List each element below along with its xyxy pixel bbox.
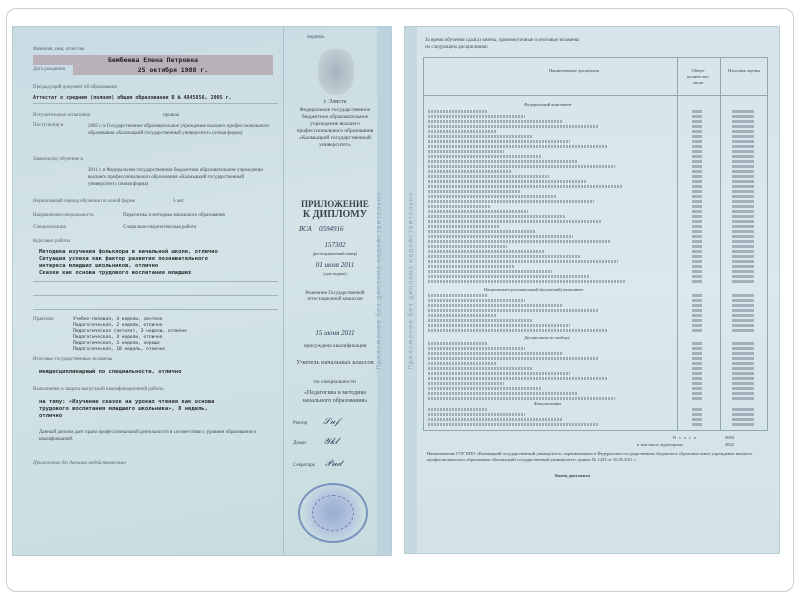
- table-row-hours: [692, 275, 702, 278]
- table-row-grade: [732, 205, 754, 208]
- table-row-text: [428, 347, 525, 350]
- grades-table: [423, 57, 768, 431]
- table-row-text: [428, 145, 607, 148]
- table-row-hours: [692, 299, 702, 302]
- section-choice: Дисциплины по выбору: [524, 335, 570, 340]
- rule-line: [33, 295, 278, 296]
- table-row-grade: [732, 125, 754, 128]
- table-row-text: [428, 195, 557, 198]
- table-row-hours: [692, 357, 702, 360]
- table-row-grade: [732, 230, 754, 233]
- table-row-text: [428, 245, 507, 248]
- table-row-grade: [732, 135, 754, 138]
- table-row-hours: [692, 165, 702, 168]
- table-row-hours: [692, 265, 702, 268]
- table-row-hours: [692, 314, 702, 317]
- table-row-hours: [692, 413, 702, 416]
- value-enrolled: 2005 г. в Государственное образовательное учреждение высшего профессионального образования «Калмыцкий государственный университет» (очная форма): [88, 124, 269, 136]
- table-row-text: [428, 324, 570, 327]
- table-row-hours: [692, 347, 702, 350]
- table-row-grade: [732, 145, 754, 148]
- label-state-exam: Итоговые государственные экзамены: [33, 357, 113, 362]
- table-row-hours: [692, 145, 702, 148]
- table-row-grade: [732, 342, 754, 345]
- end-of-document: Конец документа: [555, 473, 591, 478]
- classroom-hours: 4843: [725, 442, 734, 447]
- issue-date-label: (дата выдачи): [323, 271, 347, 276]
- table-row-grade: [732, 304, 754, 307]
- table-row-text: [428, 125, 599, 128]
- table-row-grade: [732, 423, 754, 426]
- state-emblem: [318, 49, 354, 95]
- table-row-grade: [732, 225, 754, 228]
- table-row-grade: [732, 175, 754, 178]
- secretary-signature: 𝒫𝓃𝒹: [325, 459, 342, 469]
- column-line: [720, 58, 721, 430]
- table-row-hours: [692, 200, 702, 203]
- table-row-text: [428, 185, 623, 188]
- table-row-hours: [692, 220, 702, 223]
- table-row-text: [428, 110, 488, 113]
- table-row-text: [428, 135, 533, 138]
- table-row-text: [428, 280, 626, 283]
- city-name: г. Элиста: [323, 99, 347, 105]
- table-row-text: [428, 180, 586, 183]
- table-row-hours: [692, 408, 702, 411]
- value-entrance-exams: прошла: [163, 113, 180, 118]
- table-row-grade: [732, 250, 754, 253]
- table-row-text: [428, 372, 570, 375]
- table-row-hours: [692, 130, 702, 133]
- table-row-hours: [692, 185, 702, 188]
- table-row-text: [428, 309, 599, 312]
- table-row-grade: [732, 260, 754, 263]
- header-total-hours: Общее количество часов: [687, 68, 709, 85]
- qualification-value: Учитель начальных классов: [296, 359, 374, 366]
- table-row-text: [428, 235, 573, 238]
- table-row-text: [428, 382, 504, 385]
- table-row-grade: [732, 195, 754, 198]
- table-row-grade: [732, 314, 754, 317]
- table-row-grade: [732, 130, 754, 133]
- table-row-grade: [732, 299, 754, 302]
- table-row-hours: [692, 160, 702, 163]
- table-row-text: [428, 367, 533, 370]
- diploma-supplement-right-page: [404, 26, 780, 554]
- table-row-text: [428, 357, 599, 360]
- table-row-text: [428, 397, 615, 400]
- section-regional: Национально-региональный (вузовский) компонент: [484, 287, 584, 292]
- value-duration: 5 лет: [173, 199, 184, 204]
- table-row-grade: [732, 140, 754, 143]
- diploma-number: 0594916: [319, 225, 344, 233]
- table-row-hours: [692, 397, 702, 400]
- table-row-grade: [732, 120, 754, 123]
- table-row-text: [428, 392, 578, 395]
- spine-watermark-text: Приложение без диплома недействительно: [375, 191, 383, 370]
- table-row-hours: [692, 240, 702, 243]
- table-row-grade: [732, 110, 754, 113]
- table-row-hours: [692, 120, 702, 123]
- table-row-grade: [732, 115, 754, 118]
- table-row-grade: [732, 329, 754, 332]
- label-entrance-exams: Вступительные испытания: [33, 113, 91, 118]
- table-row-grade: [732, 165, 754, 168]
- table-row-grade: [732, 170, 754, 173]
- table-row-hours: [692, 180, 702, 183]
- table-row-text: [428, 160, 578, 163]
- table-row-grade: [732, 309, 754, 312]
- label-birth-date: Дата рождения: [33, 67, 65, 72]
- table-row-hours: [692, 329, 702, 332]
- rule-line: [33, 309, 278, 310]
- label-duration: Нормативный период обучения по очной форме: [33, 199, 136, 204]
- table-row-hours: [692, 382, 702, 385]
- table-row-text: [428, 240, 610, 243]
- table-row-grade: [732, 372, 754, 375]
- commission-decision: Решением Государственной аттестационной комиссии: [305, 291, 365, 302]
- table-row-text: [428, 250, 544, 253]
- renaming-footnote: Наименование ГОУ ВПО «Калмыцкий государственный университет» переименовано в Федеральное государственное бюджетное образовательное учреждение высшего профессионального образования «Калмыцкий государственный университет» приказ № 1423 от 16.05.2011 г.: [427, 451, 753, 462]
- table-row-hours: [692, 235, 702, 238]
- table-row-hours: [692, 309, 702, 312]
- table-row-text: [428, 150, 504, 153]
- table-row-hours: [692, 230, 702, 233]
- diploma-supplement-left-page: [12, 26, 392, 556]
- table-row-grade: [732, 382, 754, 385]
- dean-label: Декан: [293, 441, 306, 446]
- table-row-text: [428, 190, 520, 193]
- table-row-grade: [732, 397, 754, 400]
- table-row-hours: [692, 110, 702, 113]
- table-row-text: [428, 329, 607, 332]
- label-direction: Направление/специальность: [33, 213, 94, 218]
- specialty-value: «Педагогика и методика начального образования»: [302, 390, 368, 404]
- table-row-hours: [692, 175, 702, 178]
- table-row-text: [428, 220, 602, 223]
- table-row-text: [428, 225, 499, 228]
- grades-table-header: [424, 58, 767, 96]
- classroom-label: в том числе аудиторных: [637, 442, 683, 447]
- table-row-hours: [692, 280, 702, 283]
- table-row-hours: [692, 352, 702, 355]
- table-row-grade: [732, 275, 754, 278]
- table-row-hours: [692, 190, 702, 193]
- table-row-hours: [692, 372, 702, 375]
- table-row-grade: [732, 210, 754, 213]
- table-row-hours: [692, 195, 702, 198]
- table-row-grade: [732, 418, 754, 421]
- table-row-hours: [692, 140, 702, 143]
- decision-date: 15 июня 2011: [315, 329, 355, 337]
- table-row-grade: [732, 352, 754, 355]
- rule-line: [33, 103, 278, 104]
- value-state-exam: междисциплинарный по специальности, отлично: [39, 369, 182, 375]
- table-row-text: [428, 260, 618, 263]
- label-practice: Практики: [33, 317, 54, 322]
- grades-header-text: За время обучения сдал(а) зачеты, промежуточные и итоговые экзамены по следующим дисциплинам:: [425, 38, 580, 50]
- value-full-name: Бембеева Елена Петровна: [33, 55, 273, 65]
- table-row-grade: [732, 190, 754, 193]
- table-row-text: [428, 319, 533, 322]
- column-line: [677, 58, 678, 430]
- table-row-text: [428, 299, 525, 302]
- value-specialization: Социально-педагогическая работа: [123, 225, 197, 230]
- table-row-text: [428, 413, 525, 416]
- specialty-label: по специальности: [313, 379, 357, 385]
- table-row-grade: [732, 387, 754, 390]
- table-row-hours: [692, 392, 702, 395]
- table-row-text: [428, 342, 488, 345]
- issue-date: 01 июля 2011: [315, 261, 355, 269]
- table-row-grade: [732, 362, 754, 365]
- document-title-line1: ПРИЛОЖЕНИЕ: [301, 199, 369, 209]
- value-practice: Учебно-полевая, 4 недели, зачтено Педагогическая, 2 недели, отлично Педагогическая (летняя), 3 недели, отлично Педагогическая, 4 недели, отлично Педагогическая, 3 недели, хорошо Педагогическая, 10 недель, отлично: [73, 317, 187, 352]
- table-row-hours: [692, 155, 702, 158]
- table-row-grade: [732, 319, 754, 322]
- table-row-text: [428, 210, 528, 213]
- table-row-grade: [732, 215, 754, 218]
- table-row-text: [428, 155, 541, 158]
- table-row-text: [428, 294, 488, 297]
- table-row-hours: [692, 210, 702, 213]
- table-row-grade: [732, 270, 754, 273]
- table-row-grade: [732, 392, 754, 395]
- section-optional: Факультативы: [534, 401, 562, 406]
- header-final-grade: Итоговая оценка: [728, 68, 760, 73]
- table-row-grade: [732, 265, 754, 268]
- table-row-grade: [732, 180, 754, 183]
- table-row-grade: [732, 185, 754, 188]
- header-signature-label: подпись: [307, 35, 325, 40]
- table-row-text: [428, 270, 552, 273]
- rector-label: Ректор: [293, 421, 308, 426]
- table-row-grade: [732, 235, 754, 238]
- table-row-hours: [692, 270, 702, 273]
- table-row-text: [428, 255, 581, 258]
- table-row-hours: [692, 135, 702, 138]
- table-row-hours: [692, 377, 702, 380]
- total-label: Всего: [673, 435, 700, 440]
- value-thesis: на тему: «Изучение сказок на уроках чтения как основа трудового воспитания младшего школьника», 8 недель, отлично: [39, 399, 215, 419]
- table-row-hours: [692, 319, 702, 322]
- label-thesis: Выполнение и защита выпускной квалификационной работы: [33, 387, 164, 392]
- table-row-hours: [692, 294, 702, 297]
- value-previous-document: Аттестат о среднем (полном) общем образовании В № 4845856, 2005 г.: [33, 95, 232, 101]
- table-row-text: [428, 230, 536, 233]
- table-row-grade: [732, 324, 754, 327]
- header-discipline-name: Наименование дисциплин: [548, 68, 600, 73]
- attachment-note: Приложение без диплома недействительно: [33, 461, 126, 466]
- table-row-text: [428, 362, 496, 365]
- table-row-grade: [732, 255, 754, 258]
- secretary-label: Секретарь: [293, 463, 316, 468]
- value-coursework: Методика изучения фольклора в начальной школе, отлично Ситуация успеха как фактор развития познавательного интереса младших школьников, отлично Сказки как основа трудового воспитания младших: [39, 249, 218, 276]
- document-title-line2: К ДИПЛОМУ: [302, 209, 368, 220]
- rule-line: [33, 281, 278, 282]
- table-row-hours: [692, 387, 702, 390]
- diploma-series: ВСА: [299, 225, 312, 233]
- table-row-text: [428, 408, 488, 411]
- table-row-hours: [692, 304, 702, 307]
- value-finished: 2011 г. в Федеральном государственном бюджетном образовательном учреждении высшего профессионального образования «Калмыцкий государственный университет» (очная форма): [88, 168, 263, 187]
- table-row-hours: [692, 170, 702, 173]
- table-row-text: [428, 275, 589, 278]
- table-row-hours: [692, 115, 702, 118]
- table-row-hours: [692, 367, 702, 370]
- table-row-text: [428, 115, 525, 118]
- table-row-text: [428, 120, 562, 123]
- table-row-text: [428, 265, 515, 268]
- rights-statement: Данный диплом дает право профессиональной деятельности в соответствии с уровнем образования и квалификацией.: [39, 430, 256, 442]
- label-previous-document: Предыдущий документ об образовании: [33, 85, 118, 90]
- registration-number-label: (регистрационный номер): [312, 251, 358, 256]
- registration-number: 157302: [324, 241, 346, 249]
- table-row-grade: [732, 377, 754, 380]
- table-row-grade: [732, 155, 754, 158]
- table-row-text: [428, 418, 562, 421]
- value-birth-date: 25 октября 1988 г.: [73, 65, 273, 75]
- spine-watermark-text: Приложение без диплома недействительно: [407, 191, 415, 370]
- table-row-grade: [732, 245, 754, 248]
- table-row-hours: [692, 205, 702, 208]
- table-row-hours: [692, 342, 702, 345]
- table-row-hours: [692, 423, 702, 426]
- official-seal-stamp: [298, 483, 368, 543]
- table-row-grade: [732, 200, 754, 203]
- table-row-grade: [732, 367, 754, 370]
- table-row-text: [428, 170, 512, 173]
- table-row-hours: [692, 418, 702, 421]
- table-row-hours: [692, 324, 702, 327]
- table-row-text: [428, 205, 491, 208]
- table-row-grade: [732, 160, 754, 163]
- table-row-hours: [692, 125, 702, 128]
- table-row-text: [428, 200, 594, 203]
- table-row-grade: [732, 280, 754, 283]
- table-row-text: [428, 215, 565, 218]
- table-row-hours: [692, 250, 702, 253]
- table-row-text: [428, 130, 496, 133]
- table-row-text: [428, 165, 615, 168]
- dean-signature: 𝒴𝓀𝓁: [323, 437, 338, 447]
- table-row-text: [428, 352, 562, 355]
- label-enrolled: Поступил(а) в: [33, 123, 64, 128]
- table-row-grade: [732, 220, 754, 223]
- label-finished: Закончил(а) обучение в: [33, 157, 83, 162]
- table-row-text: [428, 140, 570, 143]
- table-row-grade: [732, 413, 754, 416]
- issuing-organization: Федеральное государственное бюджетное образовательное учреждение высшего профессионального образования «Калмыцкий государственный университет»: [296, 107, 374, 148]
- table-row-grade: [732, 347, 754, 350]
- table-row-grade: [732, 294, 754, 297]
- table-row-text: [428, 377, 607, 380]
- label-coursework: Курсовые работы: [33, 239, 71, 244]
- total-hours: 9084: [725, 435, 734, 440]
- table-row-hours: [692, 150, 702, 153]
- table-row-hours: [692, 215, 702, 218]
- table-row-grade: [732, 357, 754, 360]
- table-row-hours: [692, 362, 702, 365]
- table-row-text: [428, 304, 562, 307]
- value-direction: Педагогика и методика начального образования: [123, 213, 225, 218]
- section-federal: Федеральный компонент: [524, 102, 572, 107]
- table-row-hours: [692, 245, 702, 248]
- table-row-text: [428, 387, 541, 390]
- table-row-grade: [732, 240, 754, 243]
- column-divider: [283, 27, 284, 555]
- rector-signature: 𝒮𝓊𝒻: [323, 417, 340, 427]
- table-row-grade: [732, 150, 754, 153]
- label-specialization: Специализация: [33, 225, 66, 230]
- table-row-hours: [692, 225, 702, 228]
- label-full-name: Фамилия, имя, отчество: [33, 47, 85, 52]
- table-row-text: [428, 314, 496, 317]
- table-row-grade: [732, 408, 754, 411]
- table-row-text: [428, 175, 549, 178]
- table-row-text: [428, 423, 599, 426]
- qualification-label: присуждена квалификация: [303, 343, 367, 349]
- table-row-hours: [692, 260, 702, 263]
- table-row-hours: [692, 255, 702, 258]
